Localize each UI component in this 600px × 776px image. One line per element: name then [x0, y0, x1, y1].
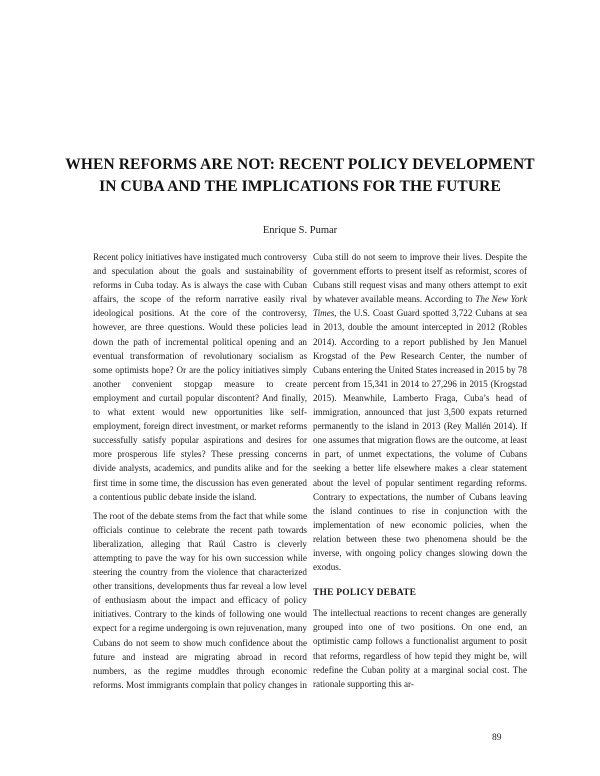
section-heading: THE POLICY DEBATE	[313, 588, 417, 599]
citation-italic: The New York Times	[313, 294, 527, 319]
author-name: Enrique S. Pumar	[262, 225, 338, 236]
text-span: Cuba still do not seem to improve their lives. Despite the government efforts to present itself as reformist, scores of Cubans still request visas and many others attempt to exit by whatever available means. According to	[313, 252, 527, 305]
paragraph: The root of the debate stems from the fact that while some officials continue to celebrate the recent path towards liberalization, alleging that Raúl Castro is cleverly attempting to pave the way for his own succession while steering the country from the violence that characterized other transitions, developments thus far reveal a low level of enthusiasm about the impact and efficacy of policy initiatives. Contrary to the kinds of following one would expect for a regime undergoing is own rejuvenation, many Cubans do not seem to show much confidence about the future and instead are migrating abroad in record numbers, as the regime muddles through economic reforms. Most immigrants complain that policy changes in	[93, 510, 307, 690]
article-title	[40, 154, 560, 198]
paragraph: Recent policy initiatives have instigated much controversy and speculation about the goals and sustainability of reforms in Cuba today. As is always the case with Cuban affairs, the scope of the reform narrative easily rival ideological positions. At the core of the controversy, however, are three questions. Would these policies lead down the path of incremental political opening and an eventual transformation of revolutionary socialism as some optimists hope? Or are the policy initiatives simply another convenient stopgap measure to create employment and curtail popular discontent? And finally, to what extent would new opportunities like self-employment, foreign direct investment, or market reforms successfully satisfy popular aspirations and desires for more prosperous life styles? These pressing concerns divide analysts, academics, and pundits alike and for the first time in some time, the discussion has even generated a contentious public debate inside the island.	[93, 252, 307, 502]
left-column	[93, 250, 307, 692]
title-line-2: IN CUBA AND THE IMPLICATIONS FOR THE FUTURE	[99, 178, 501, 195]
title-line-1: WHEN REFORMS ARE NOT: RECENT POLICY DEVELOPMENT	[65, 156, 535, 173]
paragraph	[313, 250, 527, 574]
text-span: , the U.S. Coast Guard spotted 3,722 Cubans at sea in 2013, double the amount intercepted in 2012 (Robles 2014). According to a report published by Jen Manuel Krogstad of the Pew Research Center, the number of Cubans entering the United States increased in 2015 by 78 percent from 15,341 in 2014 to 27,296 in 2015 (Krogstad 2015). Meanwhile, Lamberto Fraga, Cuba’s head of immigration, announced that just 3,500 expats returned permanently to the island in 2013 (Rey Mallén 2014). If one assumes that migration flows are the outcome, at least in part, of unmet expectations, the volume of Cubans seeking a better life elsewhere makes a clear statement about the level of popular sentiment regarding reforms. Contrary to expectations, the number of Cubans leaving the island continues to rise in conjunction with the implementation of new economic policies, when the relation between these two phenomena should be the inverse, with ongoing policy changes slowing down the exodus.	[313, 308, 527, 573]
paragraph: The intellectual reactions to recent changes are generally grouped into one of two positions. On one end, an optimistic camp follows a functionalist argument to posit that reforms, regardless of how tepid they might be, will redefine the Cuban polity at a marginal social cost. The rationale supporting this ar-	[313, 608, 527, 689]
page-number: 89	[492, 733, 502, 743]
right-column	[313, 250, 527, 691]
